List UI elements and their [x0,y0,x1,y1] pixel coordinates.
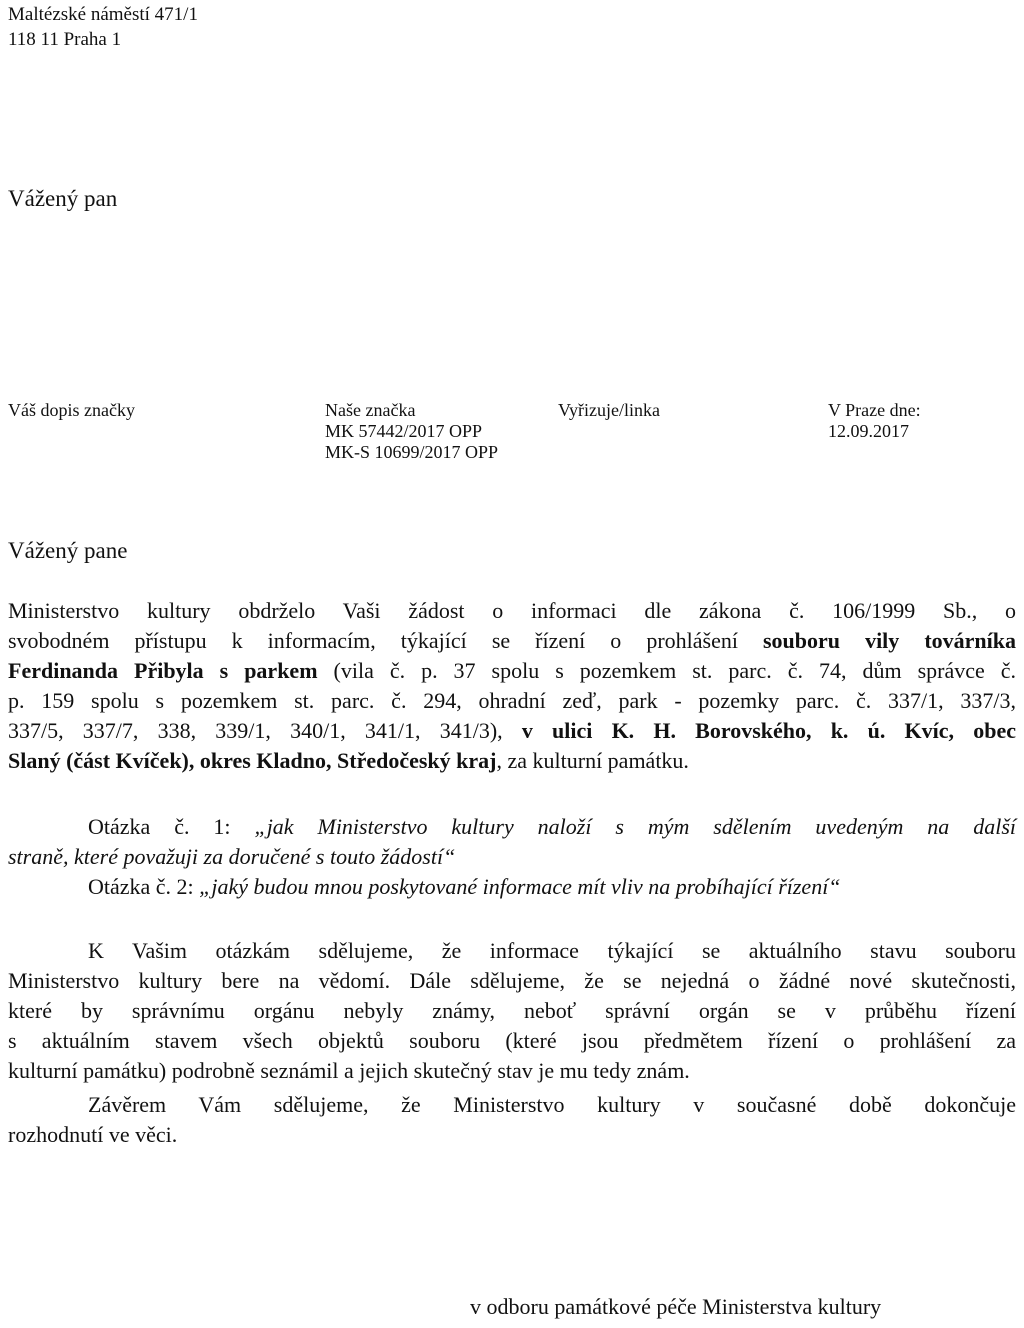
p1-line [8,656,1016,686]
p3-text: rozhodnutí ve věci. [8,1122,178,1147]
date-value: 12.09.2017 [828,421,909,441]
p1-line [8,686,1016,716]
p1-text: svobodném přístupu k informacím, týkající se řízení o prohlášení [8,628,763,653]
p1-line [8,626,1016,656]
questions-block [8,812,1016,902]
p1-text: (vila č. p. 37 spolu s pozemkem st. parc. č. 74, dům správce č. [317,658,1016,683]
p1-line [8,746,1016,776]
p3-line [8,1120,1016,1150]
address-street: Maltézské náměstí 471/1 [8,4,198,25]
p2-text: Ministerstvo kultury bere na vědomí. Dále sdělujeme, že se nejedná o žádné nové skutečnosti, [8,968,1016,993]
recipient-salutation: Vážený pan [8,186,118,211]
p2-line [8,1026,1016,1056]
paragraph-conclusion [8,1090,1016,1150]
p1-line [8,716,1016,746]
p1-bold-text: souboru vily továrníka [763,628,1016,653]
p2-text: které by správnímu orgánu nebyly známy, neboť správní orgán se v průběhu řízení [8,998,1016,1023]
p1-text: 337/5, 337/7, 338, 339/1, 340/1, 341/1, 341/3), [8,718,522,743]
p2-line [8,1056,1016,1086]
our-ref-value-1: MK 57442/2017 OPP [325,421,483,441]
p1-bold-text: v ulici K. H. Borovského, k. ú. Kvíc, obec [521,718,1017,743]
p2-line [8,936,1016,966]
question-1-label: Otázka č. 1: [88,814,255,839]
handler-label: Vyřizuje/linka [558,400,660,420]
question-2-label: Otázka č. 2: [88,874,200,899]
date-block [828,400,921,442]
p3-text: Závěrem Vám sdělujeme, že Ministerstvo kultury v současné době dokončuje [88,1092,1016,1117]
p2-text: s aktuálním stavem všech objektů souboru (které jsou předmětem řízení o prohlášení za [8,1028,1016,1053]
p2-text: K Vašim otázkám sdělujeme, že informace týkající se aktuálního stavu souboru [88,938,1016,963]
signature-line: v odboru památkové péče Ministerstva kultury [470,1294,882,1319]
salutation: Vážený pane [8,538,128,563]
p1-text: p. 159 spolu s pozemkem st. parc. č. 294, ohradní zeď, park - pozemky parc. č. 337/1, 337/3, [8,688,1016,713]
our-ref-label: Naše značka [325,400,416,420]
paragraph-answer [8,936,1016,1086]
question-2-line [8,872,1016,902]
question-1-text: „jak Ministerstvo kultury naloží s mým sdělením uvedeným na další [254,814,1017,839]
p1-text: Ministerstvo kultury obdrželo Vaši žádost o informaci dle zákona č. 106/1999 Sb., o [8,598,1016,623]
p1-bold-text: Ferdinanda Přibyla s parkem [8,658,318,683]
p2-line [8,966,1016,996]
paragraph-request [8,596,1016,776]
question-1-text: straně, které považuji za doručené s touto žádostí“ [8,844,456,869]
your-letter-label: Váš dopis značky [8,400,135,420]
p2-line [8,996,1016,1026]
p1-bold-text: Slaný (část Kvíček), okres Kladno, Středočeský kraj [8,748,497,773]
question-1-line [8,812,1016,842]
date-label: V Praze dne: [828,400,921,420]
p3-line [8,1090,1016,1120]
p1-text: , za kulturní památku. [496,748,689,773]
sender-address [8,2,198,52]
address-city: 118 11 Praha 1 [8,29,122,50]
p1-line [8,596,1016,626]
our-ref-value-2: MK-S 10699/2017 OPP [325,442,499,462]
question-1-line [8,842,1016,872]
our-reference [325,400,498,463]
p2-text: kulturní památku) podrobně seznámil a jejich skutečný stav je mu tedy znám. [8,1058,690,1083]
question-2-text: „jaký budou mnou poskytované informace mít vliv na probíhající řízení“ [199,874,841,899]
